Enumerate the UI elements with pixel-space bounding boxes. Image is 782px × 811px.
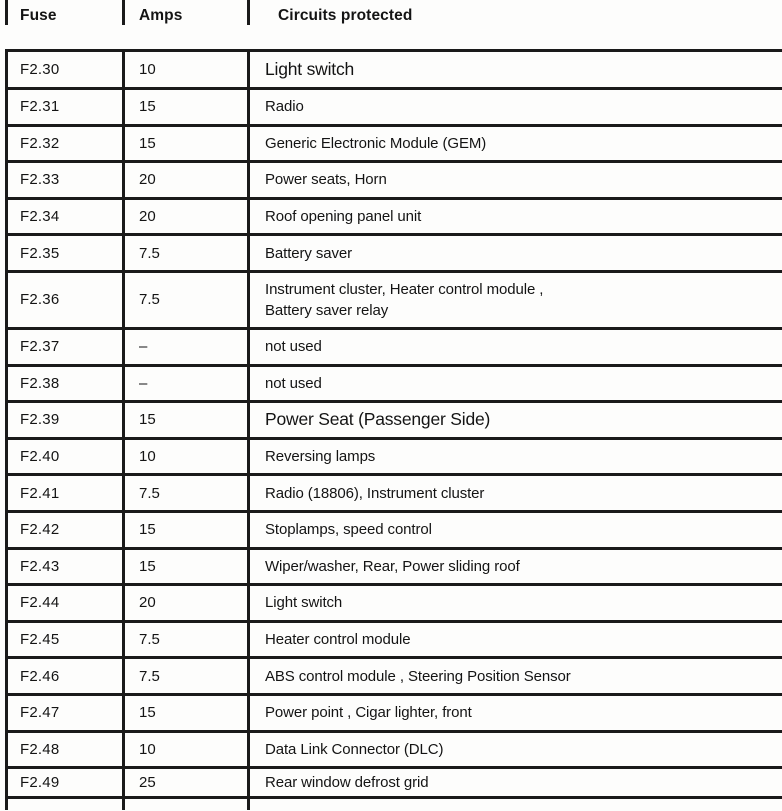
fuse-cell: F2.32: [5, 127, 125, 161]
circuits-cell: Power seats, Horn: [265, 171, 387, 189]
circuits-cell: not used: [265, 374, 322, 392]
amps-cell: 7.5: [125, 476, 250, 510]
table-row: [5, 90, 782, 127]
fuse-cell: F2.45: [5, 623, 125, 657]
table-row: [5, 586, 782, 623]
circuits-cell: Roof opening panel unit: [265, 208, 422, 226]
amps-cell: 7.5: [125, 623, 250, 657]
table-row: [5, 769, 782, 799]
fuse-cell: F2.49: [5, 769, 125, 796]
table-row: [5, 52, 782, 90]
fuse-cell: F2.30: [5, 52, 125, 87]
table-row: [5, 403, 782, 440]
table-row: [5, 127, 782, 164]
amps-cell: 7.5: [125, 273, 250, 327]
partial-circuits-cell: [250, 799, 782, 810]
fuse-cell: F2.38: [5, 367, 125, 401]
amps-cell: 15: [125, 90, 250, 124]
table-header-row: [5, 0, 782, 52]
fuse-cell: F2.42: [5, 513, 125, 547]
amps-cell: 10: [125, 440, 250, 474]
fuse-cell: F2.31: [5, 90, 125, 124]
fuse-cell: F2.44: [5, 586, 125, 620]
fuse-cell: F2.35: [5, 236, 125, 270]
fuse-cell: F2.36: [5, 273, 125, 327]
amps-cell: 7.5: [125, 659, 250, 693]
header-amps: Amps: [125, 0, 250, 25]
partial-amps-cell: [125, 799, 250, 810]
fuse-cell: F2.41: [5, 476, 125, 510]
fuse-cell: F2.48: [5, 733, 125, 767]
table-row: [5, 330, 782, 367]
circuits-cell: Instrument cluster, Heater control module , Battery saver relay: [265, 280, 544, 319]
header-fuse: Fuse: [5, 0, 125, 25]
circuits-cell: Light switch: [265, 594, 343, 612]
table-row: [5, 733, 782, 770]
table-row: [5, 200, 782, 237]
amps-cell: 25: [125, 769, 250, 796]
amps-cell: 7.5: [125, 236, 250, 270]
amps-cell: –: [125, 367, 250, 401]
fuse-table: [5, 0, 782, 810]
amps-cell: 10: [125, 52, 250, 87]
circuits-cell: ABS control module , Steering Position Sensor: [265, 667, 571, 685]
circuits-cell: Rear window defrost grid: [265, 774, 429, 792]
fuse-cell: F2.33: [5, 163, 125, 197]
amps-cell: –: [125, 330, 250, 364]
circuits-cell: Stoplamps, speed control: [265, 521, 432, 539]
amps-cell: 15: [125, 127, 250, 161]
fuse-cell: F2.46: [5, 659, 125, 693]
circuits-cell: not used: [265, 338, 322, 356]
partial-fuse-cell: [5, 799, 125, 810]
circuits-cell: Power point , Cigar lighter, front: [265, 704, 472, 722]
circuits-cell: Generic Electronic Module (GEM): [265, 134, 487, 152]
circuits-cell: Data Link Connector (DLC): [265, 740, 444, 758]
circuits-cell: Heater control module: [265, 631, 411, 649]
circuits-cell: Wiper/washer, Rear, Power sliding roof: [265, 557, 520, 575]
table-row: [5, 236, 782, 273]
header-circuits-protected: Circuits protected: [278, 7, 413, 24]
fuse-cell: F2.43: [5, 550, 125, 584]
amps-cell: 10: [125, 733, 250, 767]
table-row: [5, 659, 782, 696]
fuse-cell: F2.37: [5, 330, 125, 364]
table-row: [5, 623, 782, 660]
fuse-cell: F2.40: [5, 440, 125, 474]
circuits-cell: Light switch: [265, 59, 355, 79]
amps-cell: 15: [125, 550, 250, 584]
amps-cell: 15: [125, 403, 250, 437]
circuits-cell: Reversing lamps: [265, 448, 376, 466]
amps-cell: 20: [125, 586, 250, 620]
fuse-cell: F2.47: [5, 696, 125, 730]
table-row: [5, 696, 782, 733]
partial-cutoff-row: [5, 799, 782, 810]
table-row: [5, 163, 782, 200]
circuits-cell: Battery saver: [265, 244, 353, 262]
table-row: [5, 513, 782, 550]
amps-cell: 20: [125, 200, 250, 234]
amps-cell: 15: [125, 696, 250, 730]
fuse-cell: F2.39: [5, 403, 125, 437]
table-body: [5, 52, 782, 799]
table-row: [5, 476, 782, 513]
fuse-cell: F2.34: [5, 200, 125, 234]
circuits-cell: Radio: [265, 98, 304, 116]
table-row: [5, 273, 782, 330]
amps-cell: 20: [125, 163, 250, 197]
amps-cell: 15: [125, 513, 250, 547]
circuits-cell: Radio (18806), Instrument cluster: [265, 484, 485, 502]
table-row: [5, 440, 782, 477]
circuits-cell: Power Seat (Passenger Side): [265, 409, 491, 430]
table-row: [5, 550, 782, 587]
table-row: [5, 367, 782, 404]
